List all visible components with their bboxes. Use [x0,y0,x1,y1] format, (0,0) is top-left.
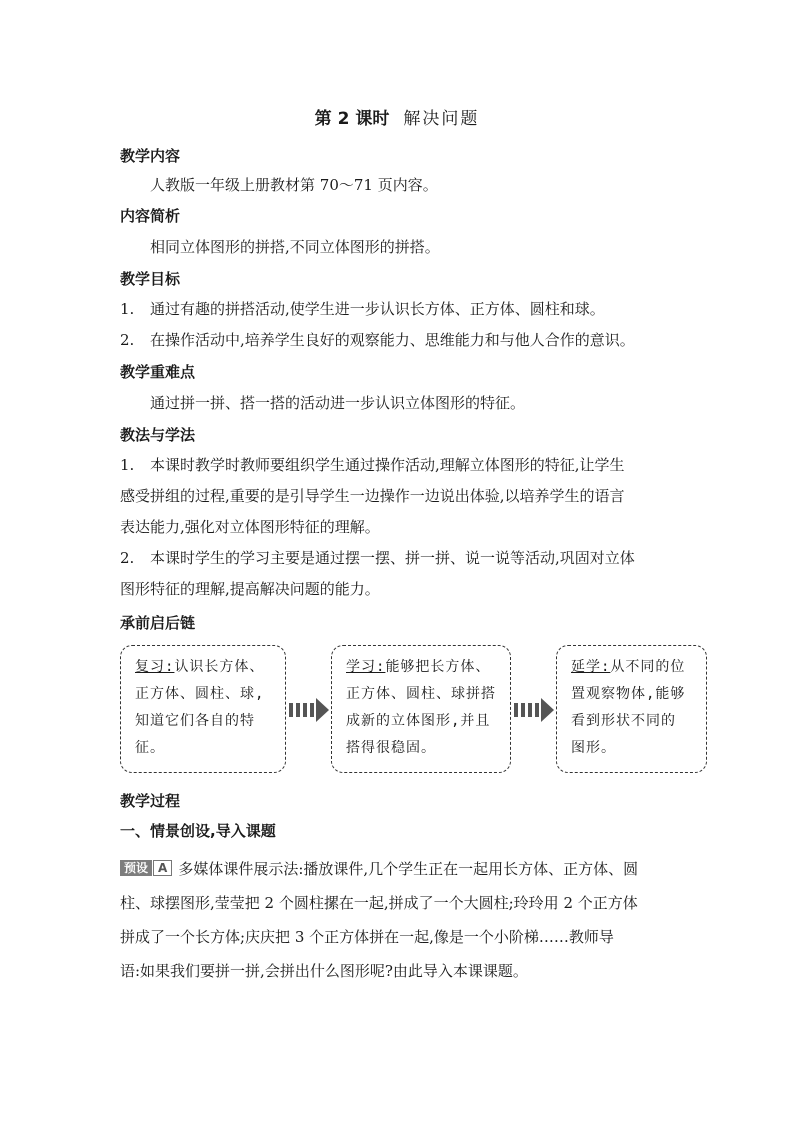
heading-chain: 承前启后链 [120,614,196,632]
goal-item-text: 通过有趣的拼搭活动,使学生进一步认识长方体、正方体、圆柱和球。 [150,300,605,318]
analysis-text: 相同立体图形的拼搭,不同立体图形的拼搭。 [150,238,440,256]
chain-label: 复习: [135,659,175,675]
preset-badge [120,860,172,876]
lesson-number: 第 2 课时 [314,109,390,129]
method-item-number: 1. [120,456,135,474]
heading-analysis: 内容简析 [120,207,181,225]
chain-line: 看到形状不同的 [571,713,676,729]
process-line: 多媒体课件展示法:播放课件,几个学生正在一起用长方体、正方体、圆 [178,860,639,878]
keypoints-text: 通过拼一拼、搭一搭的活动进一步认识立体图形的特征。 [150,394,526,412]
subheading-scenario: 一、情景创设,导入课题 [120,822,276,840]
process-line: 拼成了一个长方体;庆庆把 3 个正方体拼在一起,像是一个小阶梯……教师导 [120,928,614,946]
heading-methods: 教法与学法 [120,426,196,444]
method-item-line: 表达能力,强化对立体图形特征的理解。 [120,518,380,536]
chain-line: 图形。 [571,740,616,756]
chain-arrow-icon [514,698,554,722]
method-item-line: 感受拼组的过程,重要的是引导学生一边操作一边说出体验,以培养学生的语言 [120,487,625,505]
chain-box-extend [556,645,707,773]
method-item-line: 图形特征的理解,提高解决问题的能力。 [120,580,380,598]
process-paragraph [120,852,680,988]
chain-line: 能够把长方体、 [385,659,491,675]
method-item-line: 本课时学生的学习主要是通过摆一摆、拼一拼、说一说等活动,巩固对立体 [150,549,635,567]
preset-badge-label: 预设 [120,860,152,876]
heading-keypoints: 教学重难点 [120,363,196,381]
process-line: 柱、球摆图形,莹莹把 2 个圆柱摞在一起,拼成了一个大圆柱;玲玲用 2 个正方体 [120,894,638,912]
chain-arrow-icon [289,698,329,722]
method-item-1 [120,450,680,543]
chain-line: 搭得很稳固。 [346,740,436,756]
chain-line: 正方体、圆柱、球, [135,686,265,702]
page-title [0,104,794,129]
goal-item-text: 在操作活动中,培养学生良好的观察能力、思维能力和与他人合作的意识。 [150,331,635,349]
heading-content: 教学内容 [120,147,181,165]
chain-line: 正方体、圆柱、球拼搭 [346,686,496,702]
goal-item-2 [120,325,680,356]
method-item-number: 2. [120,549,135,567]
heading-process: 教学过程 [120,792,181,810]
chain-line: 认识长方体、 [174,659,265,675]
chain-box-review [120,645,286,773]
chain-label: 延学: [571,659,611,675]
method-item-line: 本课时教学时教师要组织学生通过操作活动,理解立体图形的特征,让学生 [150,456,625,474]
chain-label: 学习: [346,659,386,675]
chain-line: 置观察物体,能够 [571,686,686,702]
content-text: 人教版一年级上册教材第 70～71 页内容。 [150,176,438,194]
goal-item-1 [120,294,680,325]
chain-line: 知道它们各自的特 [135,713,255,729]
chain-line: 从不同的位 [610,659,686,675]
process-line: 语:如果我们要拼一拼,会拼出什么图形呢?由此导入本课课题。 [120,962,528,980]
chain-line: 成新的立体图形,并且 [346,713,491,729]
chain-line: 征。 [135,740,165,756]
goal-item-number: 2. [120,331,135,349]
method-item-2 [120,543,680,605]
lesson-topic: 解决问题 [403,109,480,129]
preset-badge-letter: A [153,860,172,876]
goal-item-number: 1. [120,300,135,318]
heading-goals: 教学目标 [120,270,181,288]
chain-box-learn [331,645,511,773]
